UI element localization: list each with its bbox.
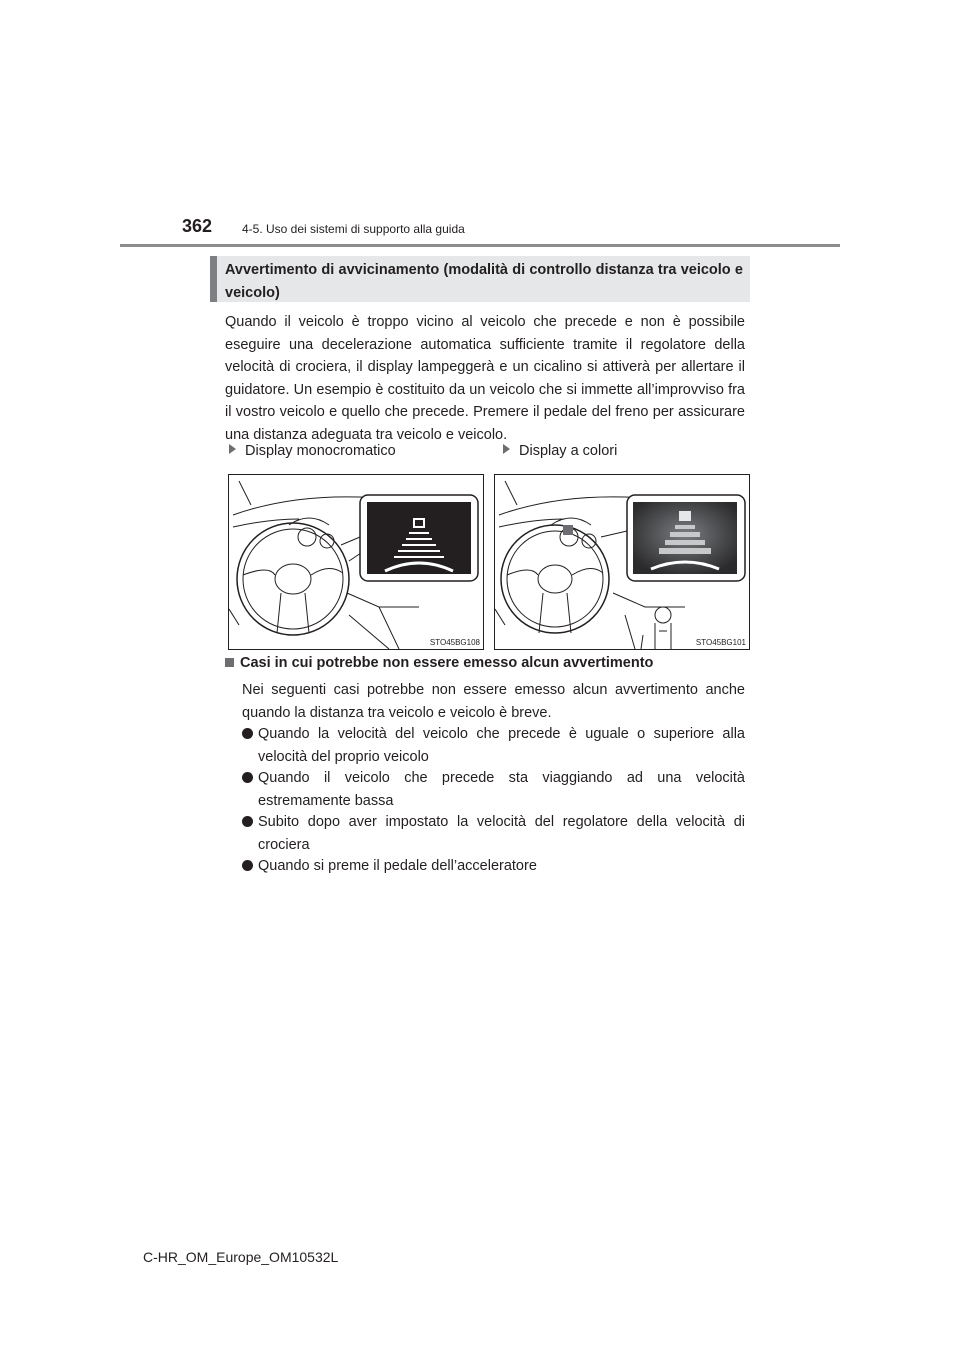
list-item-text: Subito dopo aver impostato la velocità del regolatore della velocità di crociera <box>258 814 745 853</box>
list-item-text: Quando si preme il pedale dell’acceleratore <box>258 858 537 874</box>
triangle-marker-icon <box>229 444 236 454</box>
header-divider <box>120 244 840 247</box>
sub-paragraph: Nei seguenti casi potrebbe non essere emesso alcun avvertimento anche quando la distanza tra veicolo e veicolo è breve. <box>242 682 745 721</box>
list-item <box>242 723 745 768</box>
bullet-dot-icon <box>242 772 253 783</box>
section-header: 4-5. Uso dei sistemi di supporto alla guida <box>242 222 465 236</box>
subheading <box>225 655 653 671</box>
page-number: 362 <box>182 216 213 236</box>
list-item-text: Quando il veicolo che precede sta viaggiando ad una velocità estremamente bassa <box>258 770 745 809</box>
square-bullet-icon <box>225 658 234 667</box>
bullet-dot-icon <box>242 860 253 871</box>
list-item <box>242 767 745 812</box>
figure-code: STO45BG108 <box>429 638 480 647</box>
bullet-dot-icon <box>242 728 253 739</box>
list-item <box>242 855 745 878</box>
section-title-box <box>210 256 750 302</box>
figure-monochrome-display <box>228 474 484 650</box>
intro-paragraph: Quando il veicolo è troppo vicino al veicolo che precede e non è possibile eseguire una decelerazione automatica sufficiente tramite il regolatore della velocità di crociera, il display lampeggerà e un cicalino si attiverà per allertare il guidatore. Un esempio è costituito da un veicolo che si immette all’improvviso fra il vostro veicolo e quello che precede. Premere il pedale del freno per assicurare una distanza adeguata tra veicolo e veicolo. <box>225 314 745 443</box>
figure-label-color <box>503 443 617 459</box>
dashboard-illustration-color <box>495 475 749 649</box>
figure-label-monochrome <box>229 443 396 459</box>
figure-label-text: Display a colori <box>519 443 618 459</box>
list-item-text: Quando la velocità del veicolo che precede è uguale o superiore alla velocità del proprio veicolo <box>258 726 745 765</box>
figure-color-display <box>494 474 750 650</box>
footer-document-code: C-HR_OM_Europe_OM10532L <box>143 1249 339 1265</box>
list-item <box>242 811 745 856</box>
figure-label-text: Display monocromatico <box>245 443 396 459</box>
triangle-marker-icon <box>503 444 510 454</box>
bullet-dot-icon <box>242 816 253 827</box>
dashboard-illustration-mono <box>229 475 483 649</box>
figure-code: STO45BG101 <box>695 638 746 647</box>
subheading-text: Casi in cui potrebbe non essere emesso alcun avvertimento <box>240 655 654 671</box>
section-title: Avvertimento di avvicinamento (modalità di controllo distanza tra veicolo e veicolo) <box>225 262 743 301</box>
